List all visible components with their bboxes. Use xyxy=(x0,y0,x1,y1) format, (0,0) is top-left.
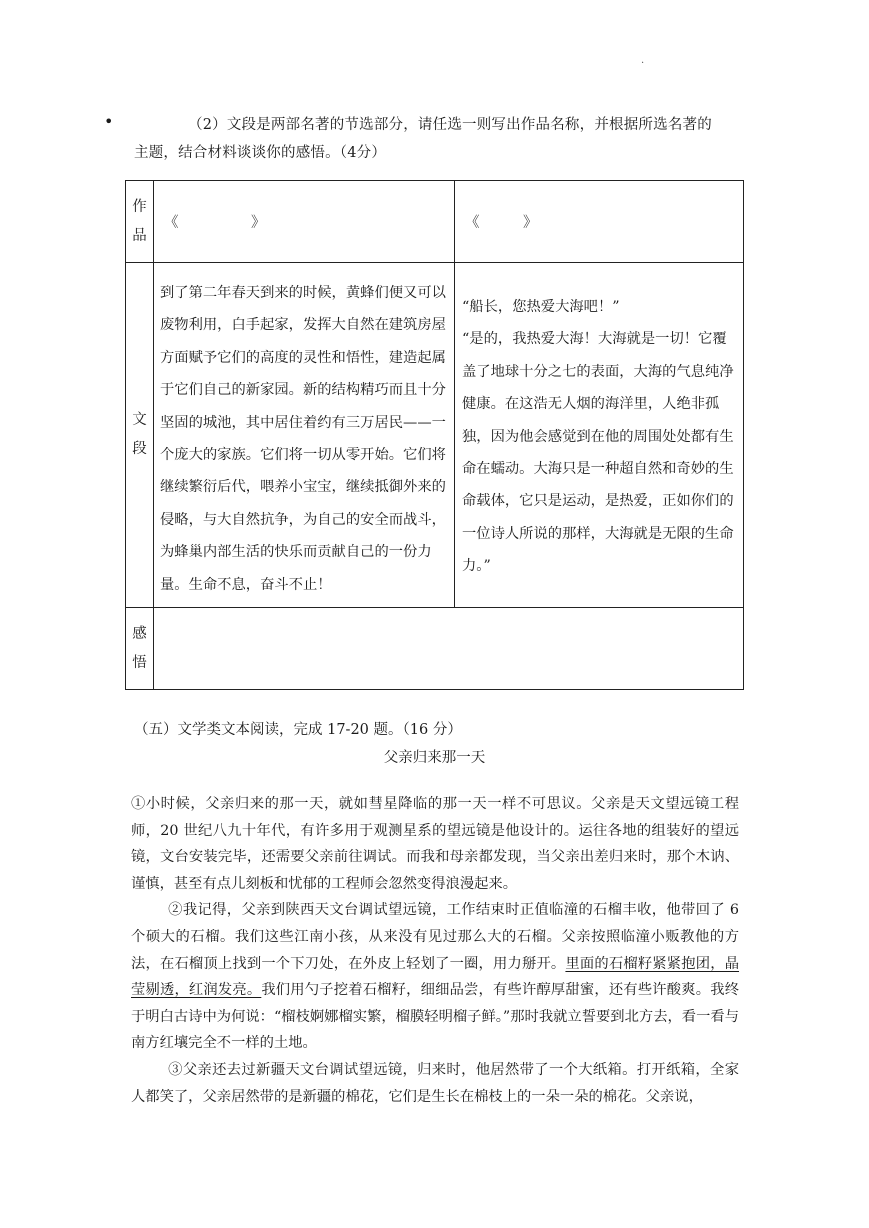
paragraph-3: ③父亲还去过新疆天文台调试望远镜，归来时，他居然带了一个大纸箱。打开纸箱，全家人都笑了，父亲居然带的是新疆的棉花，它们是生长在棉枝上的一朵一朵的棉花。父亲说， xyxy=(131,1061,739,1105)
underlined-sentence: 里面的石榴籽紧紧抱团，晶莹剔透，红润发亮。 xyxy=(131,955,740,999)
table-row-passage xyxy=(126,263,744,608)
list-bullet: • xyxy=(104,112,114,131)
row-label-passage: 文段 xyxy=(126,263,154,608)
page-marker: . xyxy=(641,55,645,66)
section-heading: （五）文学类文本阅读，完成 17-20 题。（16 分） xyxy=(134,722,462,738)
table-row-work xyxy=(126,181,744,263)
table-row-insight xyxy=(126,608,744,690)
passage-left: 到了第二年春天到来的时候，黄蜂们便又可以废物利用，白手起家，发挥大自然在建筑房屋方面赋予它们的高度的灵性和悟性，建造起属于它们自己的新家园。新的结构精巧而且十分坚固的城池，其中居住着约有三万居民——一个庞大的家族。它们将一切从零开始。它们将继续繁衍后代，喂养小宝宝，继续抵御外来的侵略，与大自然抗争，为自己的安全而战斗，为蜂巢内部生活的快乐而贡献自己的一份力量。生命不息，奋斗不止！ xyxy=(154,263,455,608)
passage-right-dialogue-2: “是的，我热爱大海！大海就是一切！它覆盖了地球十分之七的表面，大海的气息纯净健康。在这浩无人烟的海洋里，人绝非孤独，因为他会感觉到在他的周围处处都有生命在蠕动。大海只是一种超自然和奇妙的生命载体，它只是运动，是热爱，正如你们的一位诗人所说的那样，大海就是无限的生命力。” xyxy=(462,331,734,575)
question-prompt-line-2: 主题，结合材料谈谈你的感悟。（4分） xyxy=(134,145,387,161)
answer-table xyxy=(125,180,744,690)
insight-answer-area[interactable] xyxy=(154,608,744,690)
passage-right-dialogue-1: “船长，您热爱大海吧！” xyxy=(462,299,620,315)
work-title-left[interactable]: 《 》 xyxy=(154,181,455,263)
row-label-work: 作品 xyxy=(126,181,154,263)
question-prompt-line-1: （2）文段是两部名著的节选部分，请任选一则写出作品名称，并根据所选名著的 xyxy=(188,117,712,133)
paragraph-1: ①小时候，父亲归来的那一天，就如彗星降临的那一天一样不可思议。父亲是天文望远镜工程师，20 世纪八九十年代，有许多用于观测星系的望远镜是他设计的。运往各地的组装好的望远镜，文台安装完毕，还需要父亲前往调试。而我和母亲都发现，当父亲出差归来时，那个木讷、谨慎，甚至有点儿刻板和忧郁的工程师会忽然变得浪漫起来。 xyxy=(131,796,739,892)
paragraph-2: ②我记得，父亲到陕西天文台调试望远镜，工作结束时正值临潼的石榴丰收，他带回了 6 个硕大的石榴。我们这些江南小孩，从来没有见过那么大的石榴。父亲按照临潼小贩教他的方法，在石榴顶上找到一个下刀处，在外皮上轻划了一圈，用力掰开。里面的石榴籽紧紧抱团，晶莹剔透，红润发亮。我们用勺子挖着石榴籽，细细品尝，有些许醇厚甜蜜，还有些许酸爽。我终于明白古诗中为何说：“榴枝婀娜榴实繁，榴膜轻明榴子鲜。”那时我就立誓要到北方去，看一看与南方红壤完全不一样的土地。 xyxy=(131,902,740,1052)
row-label-insight: 感悟 xyxy=(126,608,154,690)
work-title-right[interactable]: 《 》 xyxy=(455,181,744,263)
article-body xyxy=(131,791,739,1110)
article-title: 父亲归来那一天 xyxy=(383,750,486,766)
passage-right xyxy=(455,263,744,608)
